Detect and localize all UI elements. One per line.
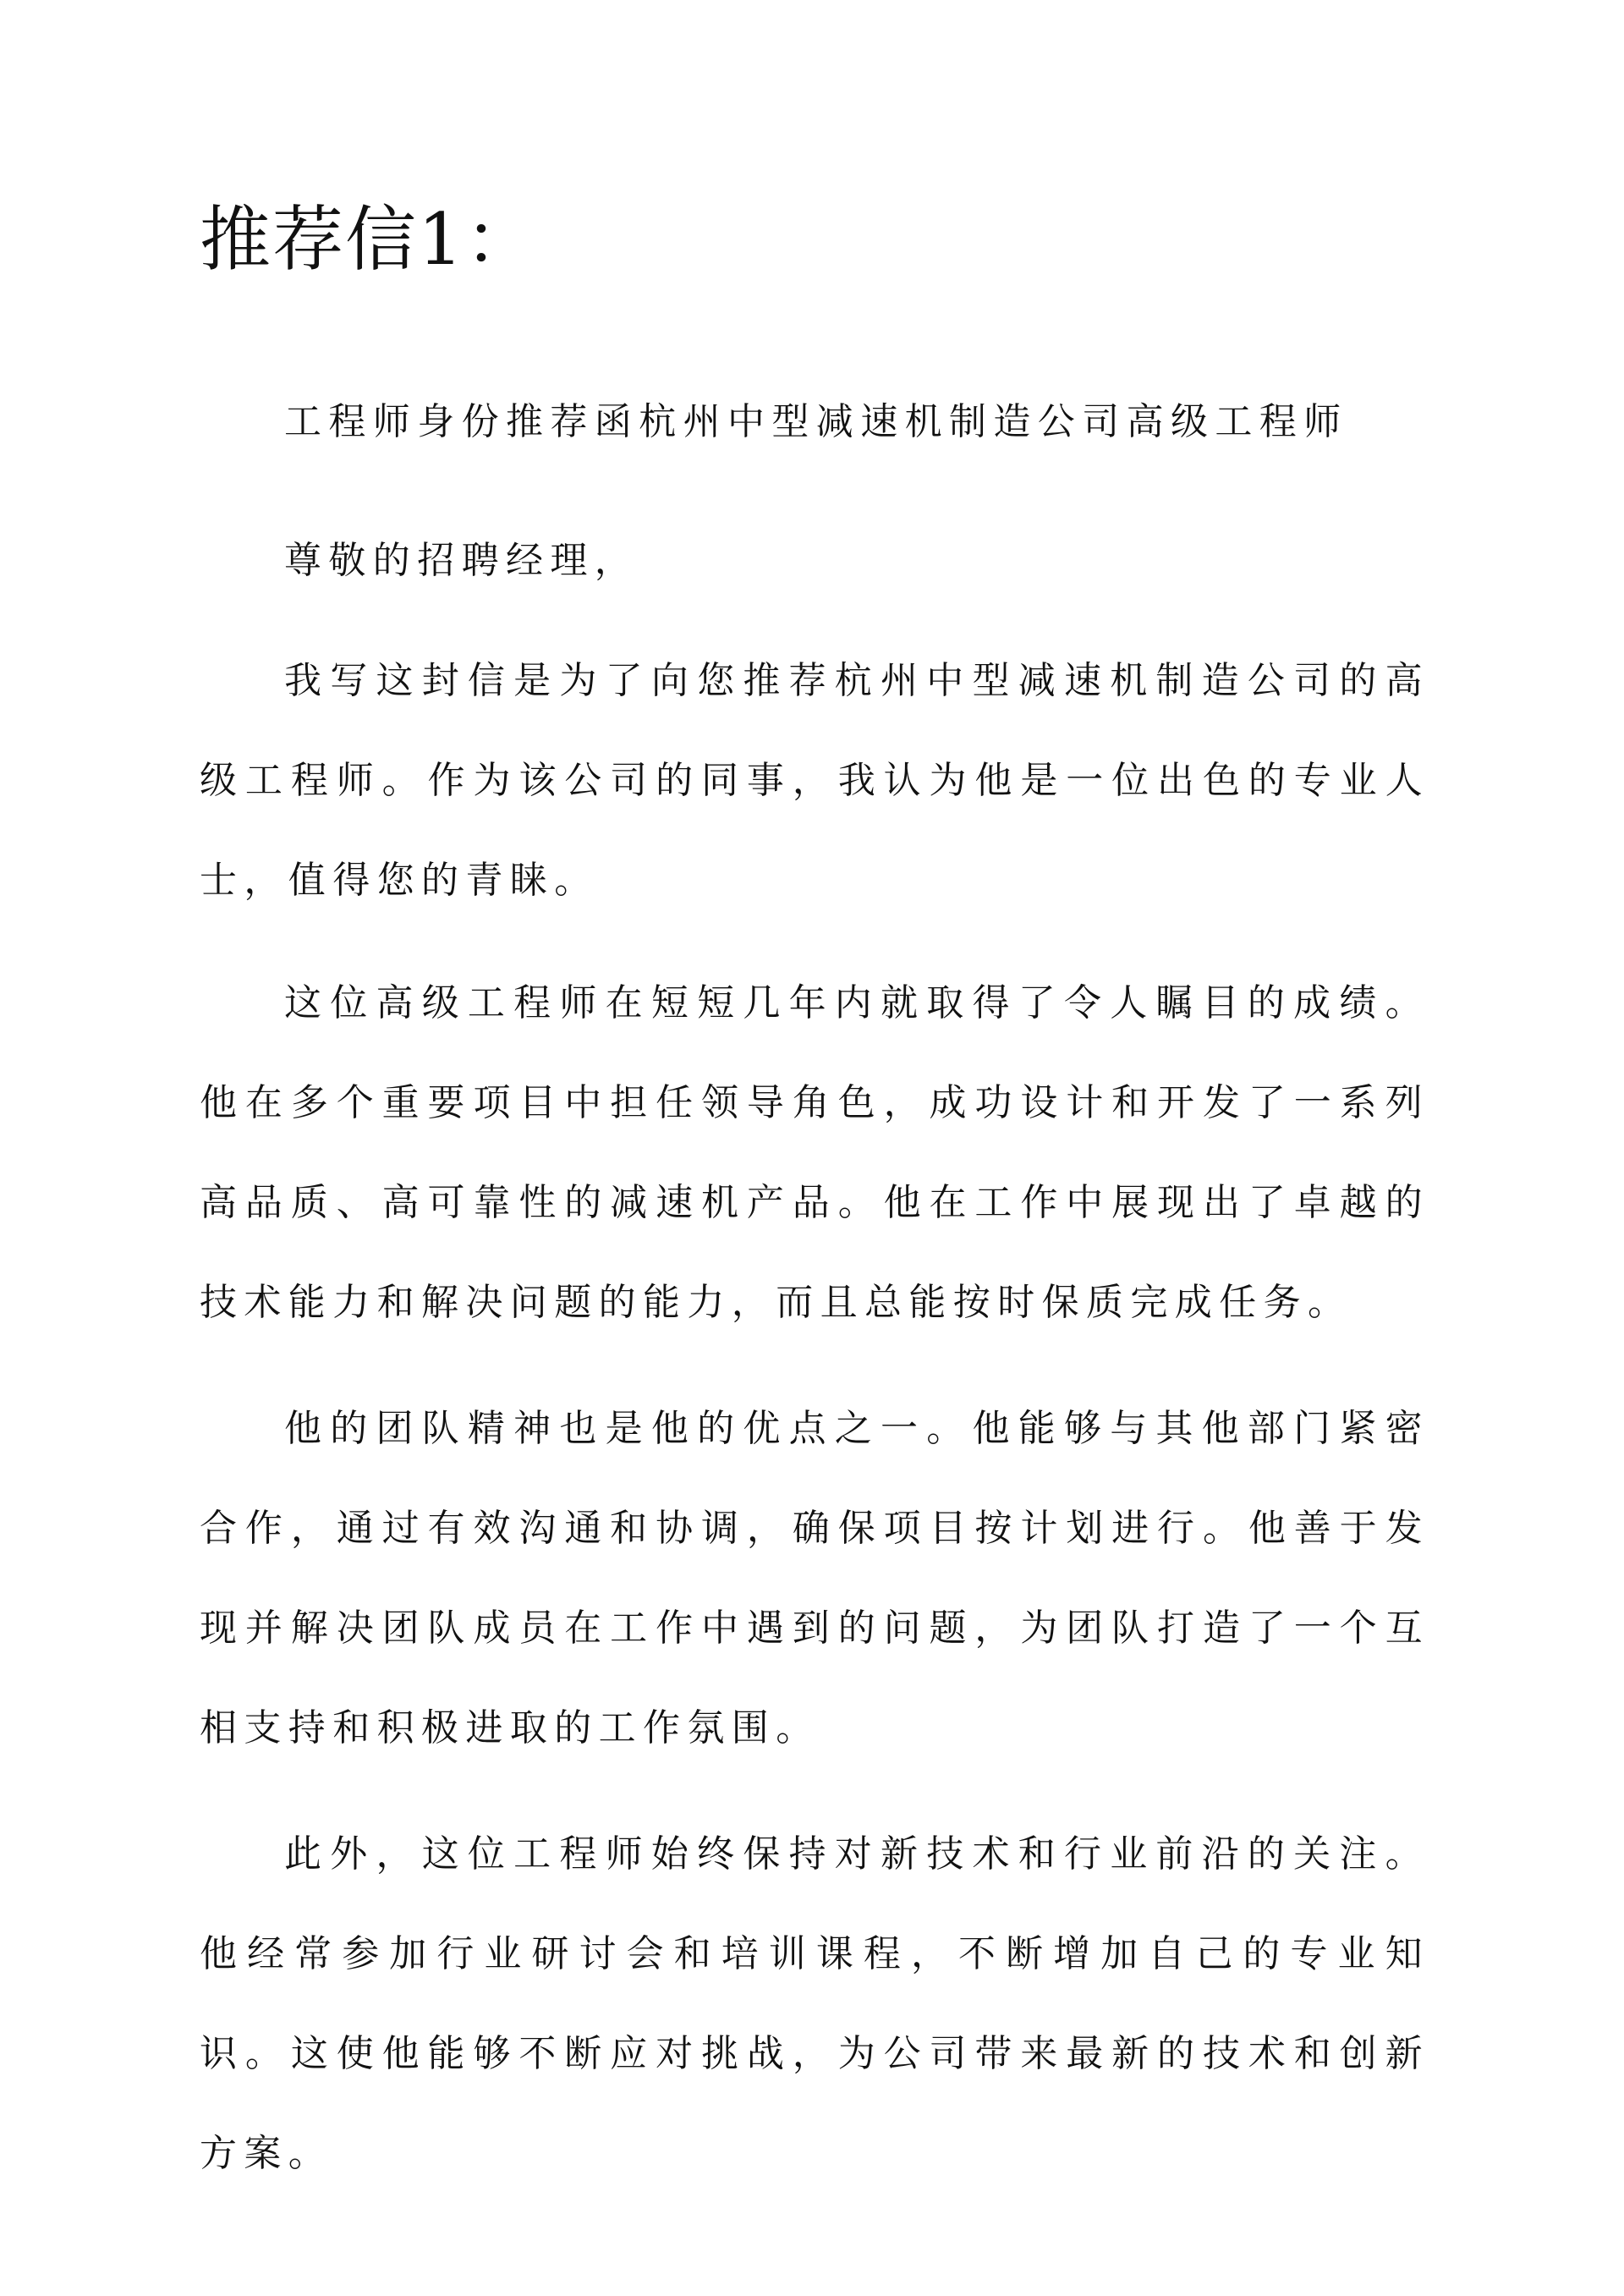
letter-heading: 推荐信1： [200, 198, 538, 281]
paragraph-professional-growth: 此外，这位工程师始终保持对新技术和行业前沿的关注。他经常参加行业研讨会和培训课程，不断增加自己的专业知识。这使他能够不断应对挑战，为公司带来最新的技术和创新方案。 [200, 1832, 1429, 2175]
subject-line: 工程师身份推荐函杭州中型减速机制造公司高级工程师 [284, 400, 1348, 443]
paragraph-achievements: 这位高级工程师在短短几年内就取得了令人瞩目的成绩。他在多个重要项目中担任领导角色，成功设计和开发了一系列高品质、高可靠性的减速机产品。他在工作中展现出了卓越的技术能力和解决问题的能力，而且总能按时保质完成任务。 [200, 981, 1429, 1324]
paragraph-introduction: 我写这封信是为了向您推荐杭州中型减速机制造公司的高级工程师。作为该公司的同事，我认为他是一位出色的专业人士，值得您的青睐。 [200, 659, 1429, 902]
salutation: 尊敬的招聘经理， [284, 539, 639, 582]
paragraph-teamwork: 他的团队精神也是他的优点之一。他能够与其他部门紧密合作，通过有效沟通和协调，确保项目按计划进行。他善于发现并解决团队成员在工作中遇到的问题，为团队打造了一个互相支持和积极进取的工作氛围。 [200, 1407, 1429, 1749]
